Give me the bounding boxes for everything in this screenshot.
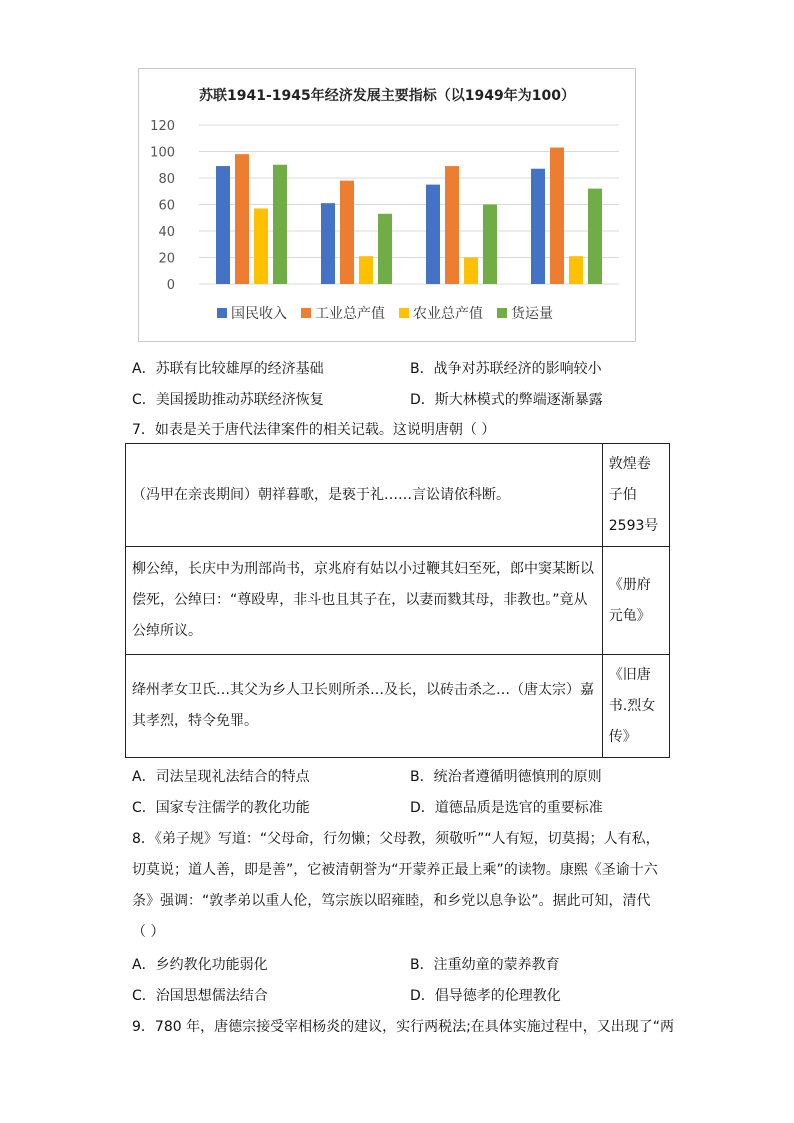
case-source: 《册府元龟》: [602, 547, 669, 655]
bar: [464, 258, 478, 285]
q7-option-d[interactable]: D．道德品质是选官的重要标准: [410, 800, 603, 816]
bar: [235, 154, 249, 284]
case-content: 绛州孝女卫氏…其父为乡人卫长则所杀…及长，以砖击杀之…（唐太宗）嘉其孝烈，特令免罪。: [126, 655, 603, 758]
y-tick-label: 100: [150, 145, 175, 161]
q8-stem-line-1: 8．《弟子规》写道：“父母命，行勿懒；父母教，须敬听”“人有短，切莫揭；人有私，: [132, 831, 660, 847]
q7-options-row-1: [132, 766, 652, 788]
bar: [216, 166, 230, 284]
q8-option-a[interactable]: A．乡约教化功能弱化: [132, 957, 268, 973]
bar: [340, 181, 354, 284]
q8-stem-line-4: （ ）: [132, 924, 165, 940]
y-tick-label: 0: [166, 278, 175, 293]
q6-option-b[interactable]: B．战争对苏联经济的影响较小: [410, 361, 602, 377]
y-tick-label: 80: [158, 172, 175, 187]
table-row: [126, 547, 670, 655]
q6-option-a[interactable]: A．苏联有比较雄厚的经济基础: [132, 361, 324, 377]
case-content: 柳公绰，长庆中为刑部尚书，京兆府有姑以小过鞭其妇至死，郎中窦某断以偿死，公绰曰：“尊殴卑，非斗也且其子在，以妻而戮其母，非教也。”竟从公绰所议。: [126, 547, 603, 655]
bar: [531, 169, 545, 284]
q7-option-c[interactable]: C．国家专注儒学的教化功能: [132, 800, 310, 816]
case-source: 敦煌卷子伯2593号: [602, 444, 669, 547]
legend-swatch: [217, 308, 227, 318]
q8-stem-line-3: 条》强调：“敦孝弟以重人伦，笃宗族以昭雍睦，和乡党以息争讼”。据此可知，清代: [132, 893, 651, 909]
q6-option-c[interactable]: C．美国援助推动苏联经济恢复: [132, 392, 324, 408]
bar: [550, 148, 564, 284]
bar: [321, 203, 335, 284]
bar: [273, 165, 287, 284]
case-content: （冯甲在亲丧期间）朝祥暮歌，是亵于礼……言讼请依科断。: [126, 444, 603, 547]
bar-chart: [139, 69, 635, 341]
q8-option-b[interactable]: B．注重幼童的蒙养教育: [410, 957, 560, 973]
legend-swatch: [399, 308, 409, 318]
bar: [569, 256, 583, 284]
q8-option-c[interactable]: C．治国思想儒法结合: [132, 988, 268, 1004]
q8-options-row-1: [132, 954, 652, 976]
bar: [483, 205, 497, 285]
bar: [588, 189, 602, 284]
chart-container: [138, 68, 636, 342]
q6-option-d[interactable]: D．斯大林模式的弊端逐渐暴露: [410, 392, 603, 408]
legend-swatch: [497, 308, 507, 318]
bar: [378, 214, 392, 284]
chart-title: 苏联1941-1945年经济发展主要指标（以1949年为100）: [199, 88, 575, 104]
y-tick-label: 40: [158, 225, 175, 240]
legend-label: 工业总产值: [315, 306, 385, 322]
law-cases-table: [125, 443, 670, 758]
q8-stem-line-2: 切莫说；道人善，即是善”，它被清朝誉为“开蒙养正最上乘”的读物。康熙《圣谕十六: [132, 862, 658, 878]
q7-stem: 7．如表是关于唐代法律案件的相关记载。这说明唐朝（ ）: [132, 422, 496, 438]
bar: [359, 256, 373, 284]
legend-label: 农业总产值: [413, 306, 483, 322]
q7-option-a[interactable]: A．司法呈现礼法结合的特点: [132, 769, 310, 785]
y-tick-label: 20: [158, 251, 175, 267]
q8-options-row-2: [132, 985, 652, 1007]
q8-option-d[interactable]: D．倡导德孝的伦理教化: [410, 988, 561, 1004]
q6-options-row-2: [132, 389, 652, 411]
table-row: [126, 444, 670, 547]
y-tick-label: 60: [158, 198, 175, 214]
case-source: 《旧唐书.烈女传》: [602, 655, 669, 758]
bar: [254, 208, 268, 284]
q6-options-row-1: [132, 358, 652, 380]
legend-label: 国民收入: [231, 306, 287, 322]
table-row: [126, 655, 670, 758]
q7-options-row-2: [132, 797, 652, 819]
q7-option-b[interactable]: B．统治者遵循明德慎刑的原则: [410, 769, 602, 785]
legend-swatch: [301, 308, 311, 318]
y-tick-label: 120: [150, 119, 175, 134]
legend-label: 货运量: [511, 306, 553, 322]
q9-stem-line-1: 9．780 年，唐德宗接受宰相杨炎的建议，实行两税法;在具体实施过程中，又出现了“两: [132, 1019, 675, 1035]
bar: [426, 185, 440, 284]
bar: [445, 166, 459, 284]
